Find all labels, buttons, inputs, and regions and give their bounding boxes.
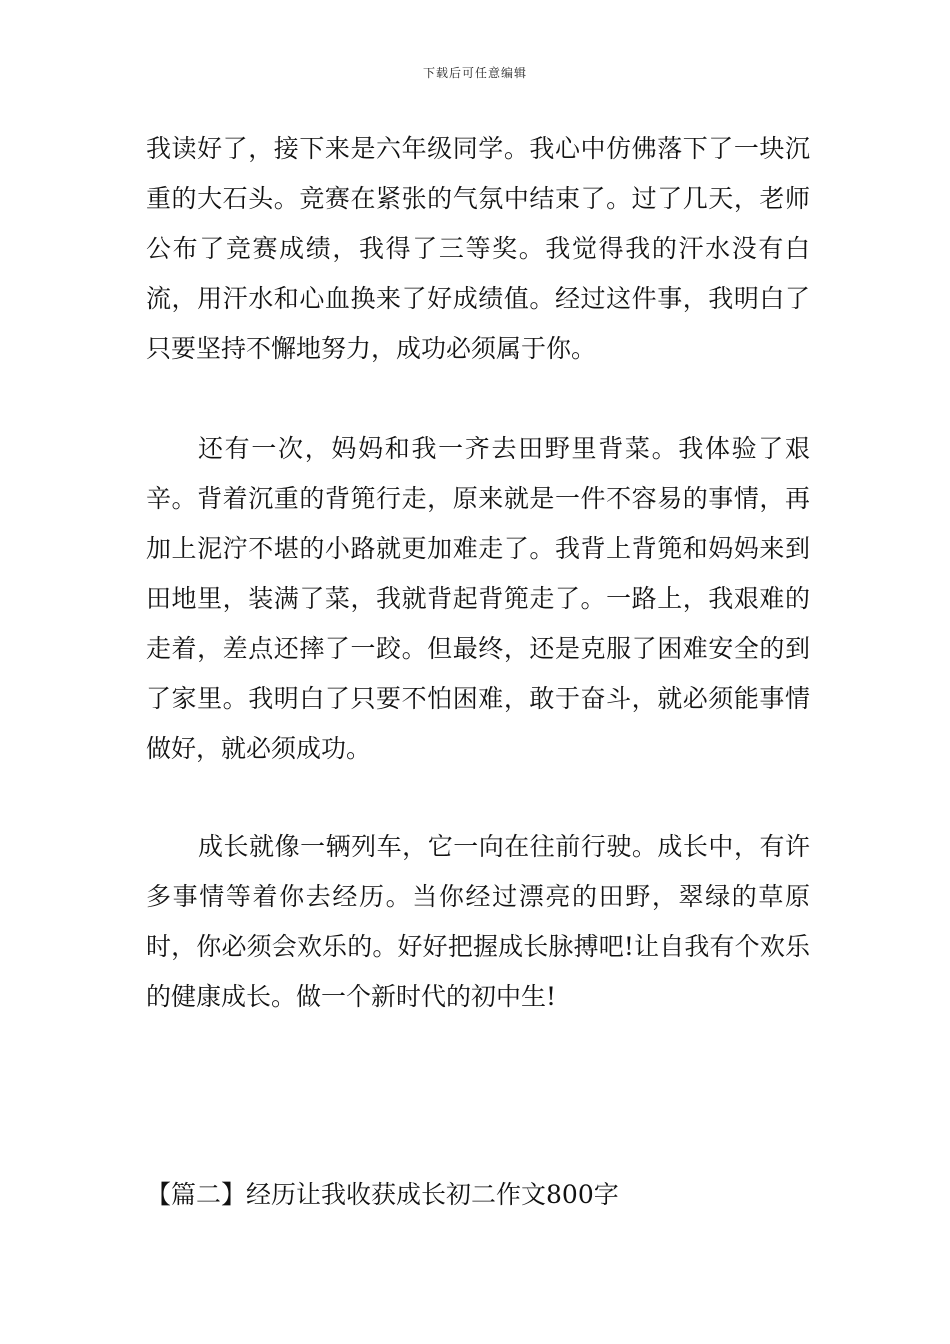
paragraph-1: 我读好了，接下来是六年级同学。我心中仿佛落下了一块沉重的大石头。竞赛在紧张的气氛中结束了。过了几天，老师公布了竞赛成绩，我得了三等奖。我觉得我的汗水没有白流，用汗水和心血换来了好成绩值。经过这件事，我明白了只要坚持不懈地努力，成功必须属于你。	[146, 134, 810, 363]
paragraph-2: 还有一次，妈妈和我一齐去田野里背菜。我体验了艰辛。背着沉重的背篼行走，原来就是一件不容易的事情，再加上泥泞不堪的小路就更加难走了。我背上背篼和妈妈来到田地里，装满了菜，我就背起背篼走了。一路上，我艰难的走着，差点还摔了一跤。但最终，还是克服了困难安全的到了家里。我明白了只要不怕困难，敢于奋斗，就必须能事情做好，就必须成功。	[146, 434, 810, 763]
header-note: 下载后可任意编辑	[422, 66, 527, 80]
paragraph-3: 成长就像一辆列车，它一向在往前行驶。成长中，有许多事情等着你去经历。当你经过漂亮的田野，翠绿的草原时，你必须会欢乐的。好好把握成长脉搏吧!让自我有个欢乐的健康成长。做一个新时代的初中生!	[146, 832, 810, 1011]
section-heading: 【篇二】经历让我收获成长初二作文800字	[146, 1180, 619, 1209]
